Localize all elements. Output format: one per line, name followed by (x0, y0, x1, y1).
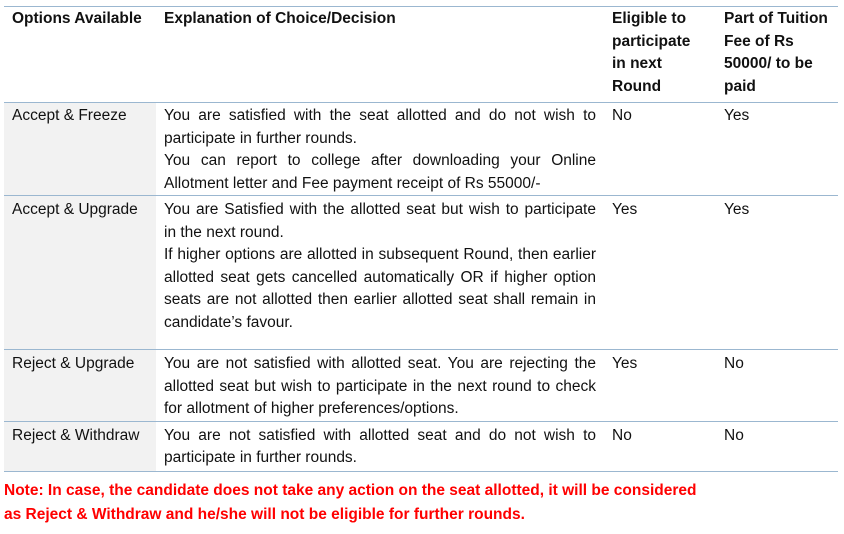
option-cell: Accept & Freeze (4, 103, 156, 196)
explanation-text: If higher options are allotted in subsequent Round, then earlier allotted seat gets cancelled automatically OR if higher option seats are not allotted then earlier allotted seat shall remain in candidate’s favour. (164, 246, 596, 331)
options-table (4, 6, 838, 472)
eligible-cell: No (612, 426, 632, 444)
explanation-cell (156, 196, 604, 350)
explanation-text: You can report to college after downloading your Online Allotment letter and Fee payment receipt of Rs 55000/- (164, 152, 596, 192)
fee-cell: No (724, 355, 744, 372)
explanation-cell (156, 350, 604, 422)
explanation-text: You are not satisfied with allotted seat and do not wish to participate in further rounds. (164, 426, 596, 466)
fee-cell: Yes (724, 201, 750, 218)
fee-cell: No (724, 426, 744, 444)
table-row (4, 196, 838, 350)
explanation-text: You are not satisfied with allotted seat. You are rejecting the allotted seat but wish to participate in the next round to check for allotment of higher preferences/options. (164, 355, 596, 417)
header-eligible: Eligible to participate in next Round (604, 7, 716, 103)
header-fee: Part of Tuition Fee of Rs 50000/ to be paid (716, 7, 838, 103)
table-header-row (4, 7, 838, 103)
explanation-cell (156, 421, 604, 471)
header-options: Options Available (4, 7, 156, 103)
option-cell: Reject & Upgrade (4, 350, 156, 422)
table-row (4, 103, 838, 196)
explanation-text: You are Satisfied with the allotted seat but wish to participate in the next round. (164, 201, 596, 241)
eligible-cell: Yes (612, 355, 638, 372)
note-text: Note: In case, the candidate does not take any action on the seat allotted, it will be considered as Reject & Withdraw and he/she will not be eligible for further rounds. (4, 482, 697, 523)
table-row (4, 421, 838, 471)
eligible-cell: Yes (612, 201, 638, 218)
option-cell: Reject & Withdraw (4, 421, 156, 471)
eligible-cell: No (612, 107, 632, 124)
fee-cell: Yes (724, 107, 750, 124)
explanation-cell (156, 103, 604, 196)
header-explanation: Explanation of Choice/Decision (156, 7, 604, 103)
option-cell: Accept & Upgrade (4, 196, 156, 350)
explanation-text: You are satisfied with the seat allotted and do not wish to participate in further rounds. (164, 107, 596, 147)
table-row (4, 350, 838, 422)
